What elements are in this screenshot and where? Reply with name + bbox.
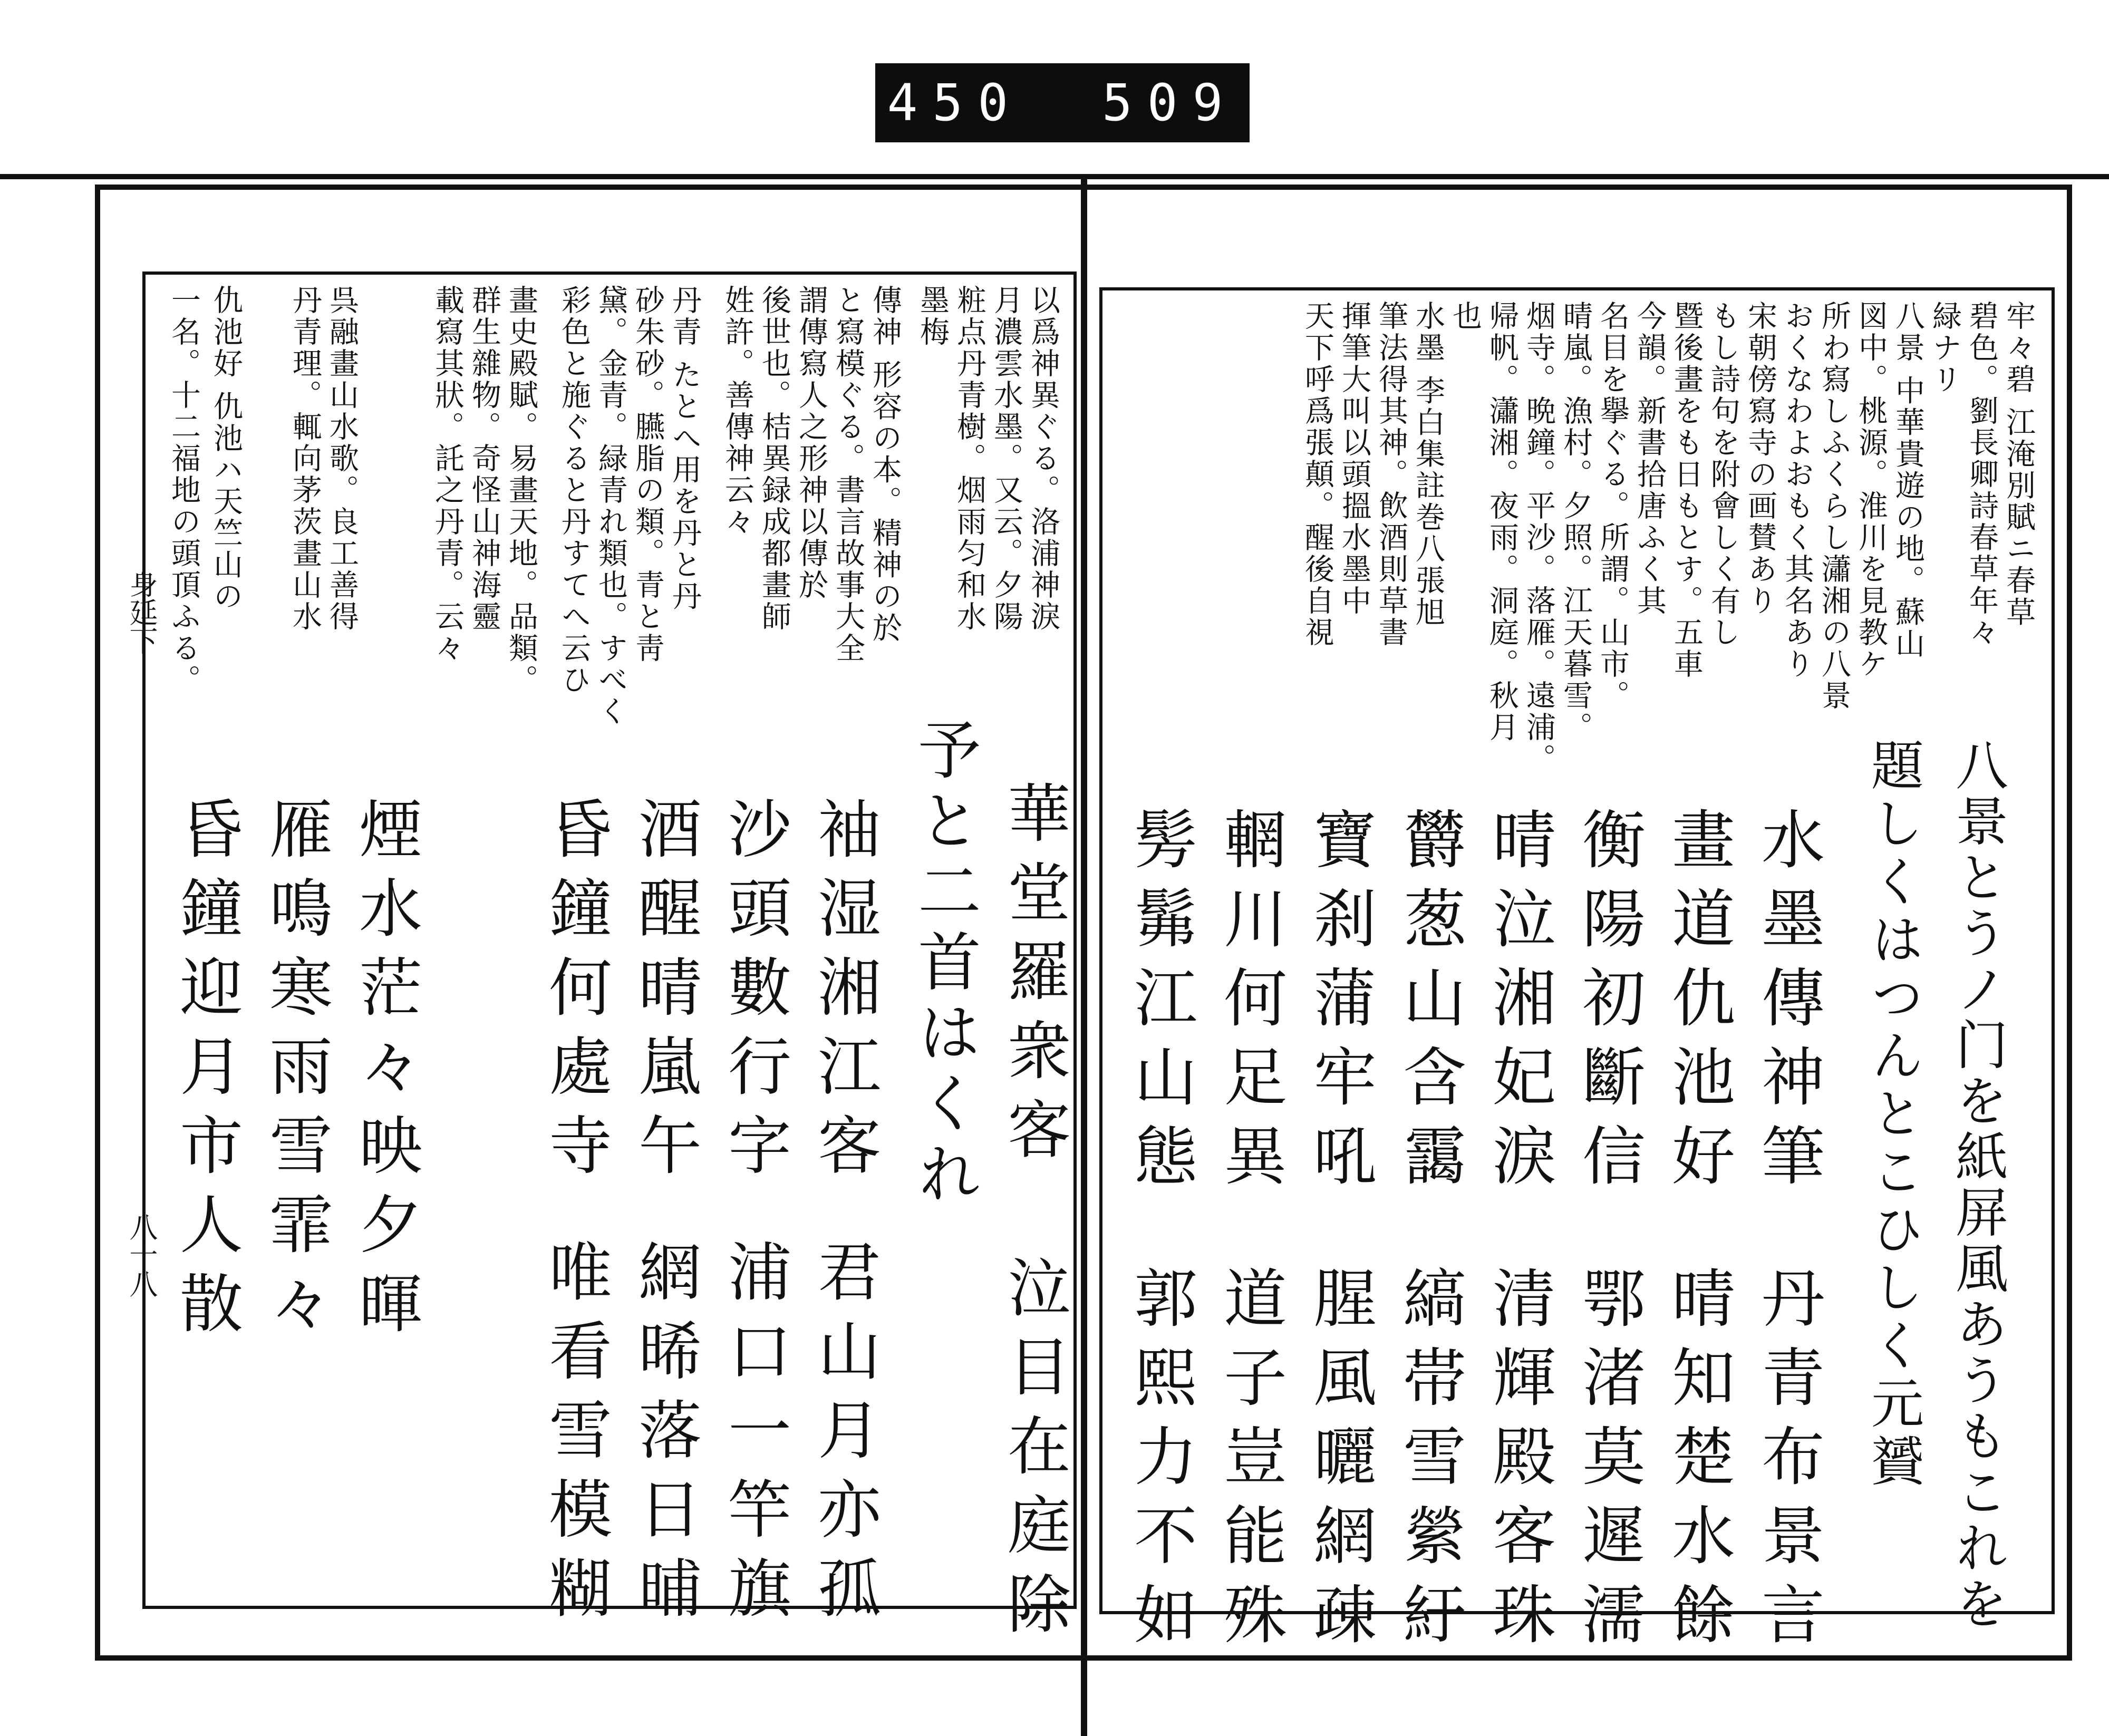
poem-line: 鄂渚莫遲濡 [1572, 1265, 1645, 1661]
poem-line: 丹青布景言 [1751, 1265, 1824, 1661]
commentary-line: 烟寺。晩鐘。平沙。落雁。遠浦。 [1522, 300, 1556, 775]
commentary-line: 也 [1448, 300, 1482, 332]
poem-line: 衡陽初斷信 [1572, 807, 1645, 1202]
commentary-line: 畫史殿賦。易畫天地。品類。 [504, 285, 538, 696]
commentary-line: 碧色。劉長卿詩春草年々 [1965, 300, 1999, 648]
commentary-line: 砂朱砂。臙脂の類。青と靑 [631, 285, 665, 664]
book-spine [1081, 179, 1087, 1736]
poem-line: 昏鐘何處寺 [538, 796, 612, 1191]
poem-line: 清輝殿客珠 [1482, 1265, 1555, 1661]
poem-line: 酒醒晴嵐午 [628, 796, 701, 1191]
commentary-line: 筆法得其神。飲酒則草書 [1374, 300, 1408, 648]
poem-line: 晴知楚水餘 [1661, 1265, 1735, 1661]
poem-line: 欝葱山含靄 [1392, 807, 1466, 1202]
commentary-line: 晴嵐。漁村。夕照。江天暮雪。 [1559, 300, 1593, 743]
poem-heading: 題しくはつんとこひしく元贇 [1862, 738, 1924, 1492]
commentary-line: 月濃雲水墨。又云。夕陽 [989, 285, 1023, 633]
poem-line: 雁鳴寒雨雪霏々 [259, 796, 332, 1350]
poem-line: 水墨傳神筆 [1751, 807, 1824, 1202]
commentary-line: 丹青 たとへ用を丹と丹 [667, 285, 702, 613]
commentary-line: 宋朝傍寫寺の画賛あり [1743, 300, 1777, 617]
poem-line: 畫道仇池好 [1661, 807, 1735, 1202]
poem-line: 髣髴江山態 [1124, 807, 1197, 1202]
poem-line: 泣目在庭除 [997, 1255, 1070, 1650]
commentary-line: 緑ナリ [1928, 300, 1962, 395]
commentary-line: 帰帆。瀟湘。夜雨。洞庭。秋月 [1485, 300, 1519, 743]
poem-line: 郭熙力不如 [1124, 1265, 1197, 1661]
commentary-line: 牢々碧 江淹別賦ニ春草 [2001, 300, 2036, 628]
poem-line: 煙水茫々映夕暉 [349, 796, 422, 1350]
commentary-line: 呉融畫山水歌。良工善得 [325, 285, 359, 633]
commentary-line: 姓許。善傳神云々 [720, 285, 754, 538]
commentary-line: 墨梅 [915, 285, 950, 348]
poem-line: 君山月亦孤 [807, 1239, 881, 1634]
poem-line: 浦口一竿旗 [718, 1239, 791, 1634]
catalog-number-right: 509 [1102, 73, 1238, 132]
poem-line: 華堂羅衆客 [997, 780, 1070, 1176]
commentary-line: おくなわよおもく其名あり [1780, 300, 1814, 680]
commentary-line: 黛。金青。緑青れ類也。すべく [594, 285, 628, 728]
commentary-line: 八景 中華貴遊の地。蘇山 [1891, 300, 1925, 660]
commentary-line: 丹青理。輒向茅茨畫山水 [288, 285, 322, 633]
commentary-line: 所わ寫しふくらし瀟湘の八景 [1817, 300, 1851, 712]
commentary-line: 仇池好 仇池ハ天竺山の [209, 285, 243, 613]
commentary-line: 揮筆大叫以頭搵水墨中 [1337, 300, 1371, 617]
poem-line: 縞帯雪縈紆 [1392, 1265, 1466, 1661]
commentary-line: 天下呼爲張顛。醒後自視 [1300, 300, 1334, 648]
poem-line: 沙頭數行字 [718, 796, 791, 1191]
commentary-line: 水墨 李白集註巻八張旭 [1411, 300, 1445, 628]
commentary-line: 一名。十二福地の頭頂ふる。 [167, 285, 201, 696]
poem-line: 唯看雪模糊 [538, 1239, 612, 1634]
commentary-line: 図中。桃源。淮川を見教ケ [1854, 300, 1888, 680]
folio-title: 身延下 [125, 569, 158, 655]
commentary-line: 以爲神異ぐる。洛浦神淚 [1026, 285, 1060, 633]
commentary-line: 載寫其狀。託之丹青。云々 [430, 285, 465, 664]
poem-heading: 八景とうノ门を紙屏風あうもこれを [1947, 738, 2008, 1632]
commentary-line: と寫模ぐる。書言故事大全 [831, 285, 865, 664]
commentary-line: もし詩句を附會しく有し [1706, 300, 1740, 648]
poem-line: 予と二首はくれ [907, 717, 981, 1211]
commentary-line: 彩色と施ぐると丹すてへ云ひ [557, 285, 591, 696]
commentary-line: 名目を擧ぐる。所謂。山市。 [1595, 300, 1630, 712]
poem-line: 網晞落日晡 [628, 1239, 701, 1634]
poem-line: 輞川何足異 [1213, 807, 1286, 1202]
catalog-number-left: 450 [887, 73, 1023, 132]
commentary-line: 今韻。新書拾唐ふく其 [1632, 300, 1667, 617]
commentary-line: 謂傳寫人之形神以傳於 [794, 285, 828, 601]
poem-line: 腥風曬網疎 [1303, 1265, 1376, 1661]
top-rule [0, 174, 2109, 179]
commentary-line: 後世也。桔異録成都畫師 [757, 285, 791, 633]
commentary-line: 傳神 形容の本。精神の於 [868, 285, 902, 644]
commentary-line: 暨後畫をも日もとす。五車 [1669, 300, 1704, 680]
catalog-label [875, 63, 1250, 142]
folio-number: 八十八 [125, 1213, 158, 1298]
commentary-line: 粧点丹青樹。烟雨匀和水 [952, 285, 986, 633]
poem-line: 昏鐘迎月市人散 [169, 796, 243, 1350]
poem-line: 晴泣湘妃淚 [1482, 807, 1555, 1202]
poem-line: 袖湿湘江客 [807, 796, 881, 1191]
commentary-line: 群生雜物。奇怪山神海靈 [467, 285, 501, 633]
poem-line: 道子豈能殊 [1213, 1265, 1286, 1661]
poem-line: 寶刹蒲牢吼 [1303, 807, 1376, 1202]
